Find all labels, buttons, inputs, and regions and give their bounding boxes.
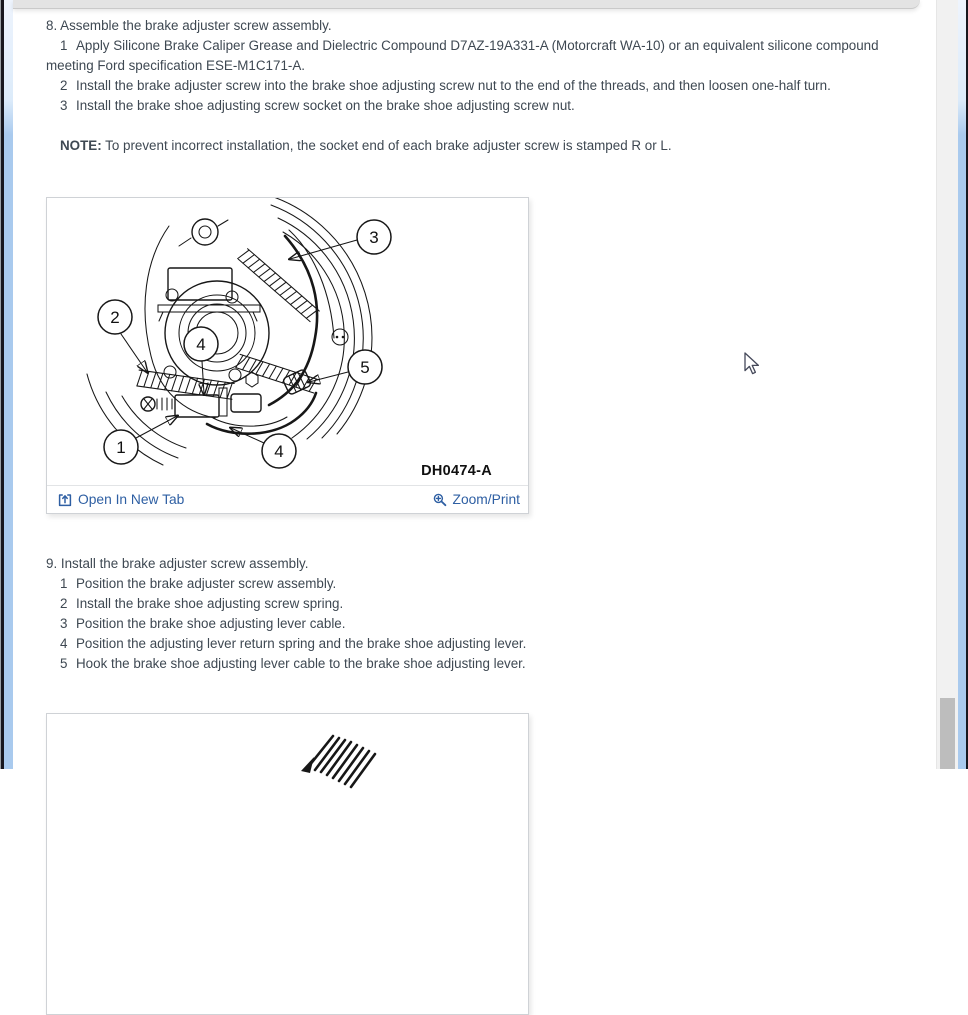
scrollbar-thumb[interactable] [940, 698, 955, 769]
vertical-scrollbar[interactable] [936, 0, 958, 769]
callout-number: 5 [360, 358, 370, 377]
step9-section [46, 554, 922, 674]
item-text: Install the brake shoe adjusting screw spring. [76, 596, 344, 611]
step9-item-5 [46, 654, 922, 674]
mouse-cursor [744, 352, 762, 379]
item-text: Position the brake shoe adjusting lever cable. [76, 616, 346, 631]
callout-number: 4 [196, 335, 206, 354]
callout-number: 3 [369, 228, 379, 247]
item-text: Position the adjusting lever return spring and the brake shoe adjusting lever. [76, 636, 527, 651]
item-text: Apply Silicone Brake Caliper Grease and Dielectric Compound D7AZ-19A331-A (Motorcraft WA-10) or an equivalent silicone compound meeting Ford specification ESE-M1C171-A. [46, 38, 879, 73]
step9-item-1 [46, 574, 922, 594]
magnifier-plus-icon [433, 493, 447, 507]
item-text: Hook the brake shoe adjusting lever cable to the brake shoe adjusting lever. [76, 656, 526, 671]
note-label: NOTE: [60, 138, 102, 153]
note [46, 136, 922, 156]
panel-highlight-right [957, 0, 966, 769]
step8-title: 8. Assemble the brake adjuster screw assembly. [46, 18, 332, 33]
callout-number: 2 [110, 308, 120, 327]
step8-item-2 [46, 76, 922, 96]
external-tab-icon [58, 493, 72, 507]
step8-section [46, 16, 922, 156]
item-number: 1 [60, 38, 68, 53]
item-text: Install the brake shoe adjusting screw socket on the brake shoe adjusting screw nut. [76, 98, 575, 113]
item-text: Position the brake adjuster screw assembly. [76, 576, 337, 591]
item-number: 2 [60, 78, 68, 93]
open-in-new-tab-label: Open In New Tab [78, 492, 185, 507]
brake-diagram-image[interactable] [47, 198, 528, 485]
step8-item-3 [46, 96, 922, 116]
step9-item-3 [46, 614, 922, 634]
open-in-new-tab-link[interactable] [58, 492, 184, 507]
step9-item-2 [46, 594, 922, 614]
item-text: Install the brake adjuster screw into the brake shoe adjusting screw nut to the end of the threads, and then loosen one-half turn. [76, 78, 831, 93]
toolbar-remnant [13, 0, 920, 9]
panel-highlight-left [4, 0, 13, 769]
brake-diagram-illustration [47, 198, 526, 485]
zoom-print-link[interactable] [433, 492, 520, 507]
item-number: 4 [60, 636, 68, 651]
item-number: 2 [60, 596, 68, 611]
callout-number: 1 [116, 438, 126, 457]
zoom-print-label: Zoom/Print [452, 492, 520, 507]
step9-item-4 [46, 634, 922, 654]
callout-number: 4 [274, 442, 284, 461]
step8-item-1 [46, 36, 922, 76]
item-number: 3 [60, 98, 68, 113]
second-diagram-illustration [47, 714, 526, 1001]
second-diagram-image[interactable] [47, 714, 528, 1001]
item-number: 3 [60, 616, 68, 631]
step9-title: 9. Install the brake adjuster screw assembly. [46, 556, 309, 571]
item-number: 5 [60, 656, 68, 671]
note-text: To prevent incorrect installation, the socket end of each brake adjuster screw is stamped R or L. [105, 138, 672, 153]
figure-box-second-diagram [46, 713, 529, 1015]
figure-label: DH0474-A [421, 463, 492, 479]
figure-footer [47, 485, 528, 513]
item-number: 1 [60, 576, 68, 591]
figure-box-brake-diagram [46, 197, 529, 514]
